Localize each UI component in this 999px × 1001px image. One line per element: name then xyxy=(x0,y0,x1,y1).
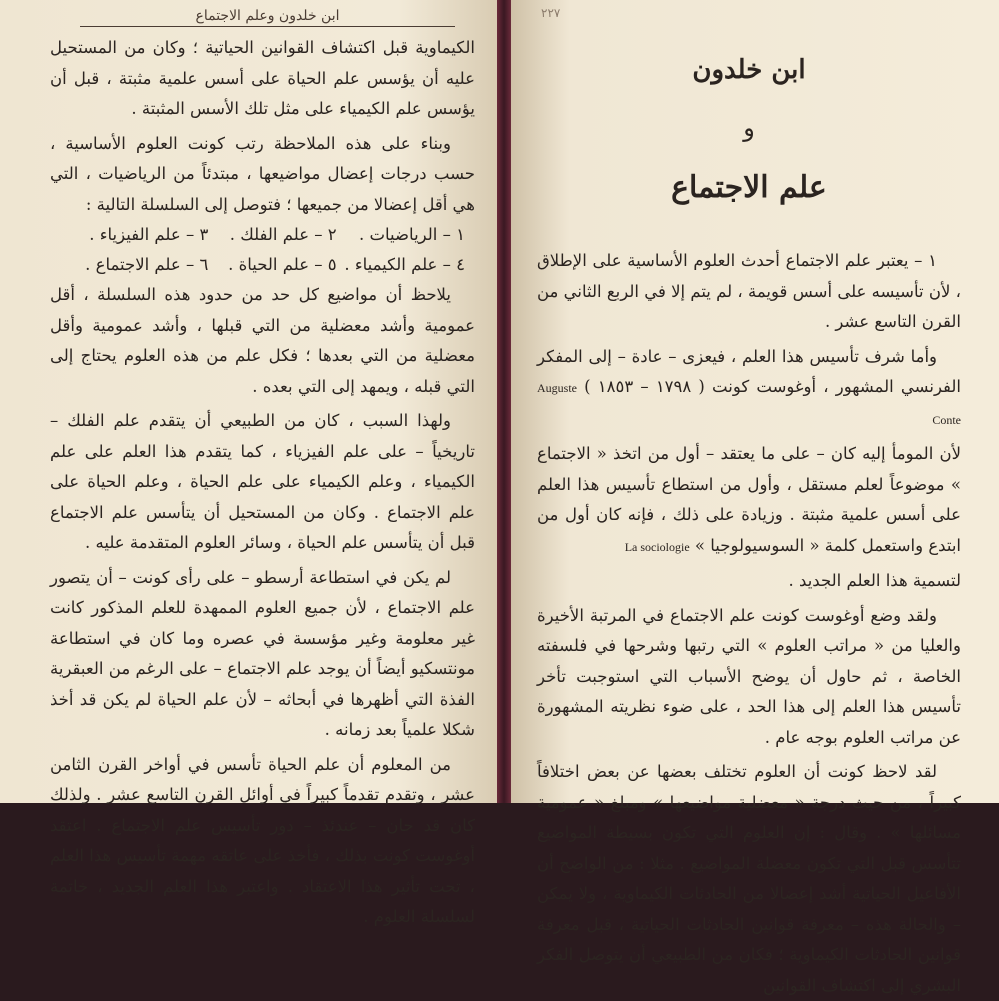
page-number: ٢٢٧ xyxy=(541,6,561,20)
series-item: ٢ – علم الفلك . xyxy=(229,225,337,244)
paragraph: ولهذا السبب ، كان من الطبيعي أن يتقدم علم الفلك – تاريخياً – على علم الفيزياء ، كما يتقدم هذا العلم على علم الكيمياء ، وعلم الكيمياء على علم الحياة ، وعلم الحياة على علم الاجتماع . وكان من المستحيل أن يتأسس علم الاجتماع قبل أن يتأسس علم الحياة ، وسائر العلوم المتقدمة عليه . xyxy=(50,411,475,552)
paragraph: وبناء على هذه الملاحظة رتب كونت العلوم الأساسية ، حسب درجات إعضال مواضيعها ، مبتدئاً من الرياضيات ، التي هي أقل إعضالا من جميعها ؛ فتوصل إلى السلسلة التالية : xyxy=(50,133,475,214)
title-line: و xyxy=(743,114,755,142)
paragraph-text: وأما شرف تأسيس هذا العلم ، فيعزى – عادة – إلى المفكر الفرنسي المشهور ، أوغوست كونت ( ١٧٩٨ – ١٨٥٣ ) xyxy=(537,346,962,396)
paragraph: لتسمية هذا العلم الجديد . xyxy=(788,571,961,590)
paragraph: لقد لاحظ كونت أن العلوم تختلف بعضها عن بعض اختلافاً كبيراً ، من حيث درجة « معضلية مواضيعها » ومبلغ « عمومية مسائلها » . وقال : إن العلوم التي تكون بسيطة المواضيع تتأسس قبل التي تكون معضلة المواضيع . مثلا : من الواضح أن الأفاعيل الحياتية أشد إعضالا من الحادثات الكيماوية ، ولا يمكن – والحالة هذه – معرفة قوانين الحادثات الحياتية ، قبل معرفة قوانين الحادثات الكيماوية ؛ فكان من الطبيعي أن يتوصل الفكر البشري إلى اكتشاف القوانين xyxy=(537,762,961,995)
series-item: ٣ – علم الفيزياء . xyxy=(89,225,209,244)
paragraph: يلاحظ أن مواضيع كل حد من حدود هذه السلسلة ، أقل عمومية وأشد معضلية من التي قبلها ، وأشد عمومية وأقل معضلية من التي بعدها ؛ فكل علم من هذه العلوم يحتاج إلى التي قبله ، ويمهد إلى التي بعده . xyxy=(50,285,475,396)
paragraph: ولقد وضع أوغوست كونت علم الاجتماع في المرتبة الأخيرة والعليا من « مراتب العلوم » التي رتبها وشرحها في فلسفته الخاصة ، ثم حاول أن يوضح الأسباب التي استوجبت تأخر تأسيس هذا العلم إلى هذا الحد ، على ضوء نظريته المشهورة عن مراتب العلوم بوجه عام . xyxy=(537,605,961,747)
paragraph xyxy=(537,439,961,562)
running-header: ابن خلدون وعلم الاجتماع xyxy=(80,8,455,27)
series-item: ٥ – علم الحياة . xyxy=(228,255,337,274)
series-item: ١ – الرياضيات . xyxy=(359,225,465,244)
paragraph xyxy=(537,342,961,436)
title-line: علم الاجتماع xyxy=(671,170,827,205)
paragraph: لم يكن في استطاعة أرسطو – على رأى كونت – أن يتصور علم الاجتماع ، لأن جميع العلوم الممهدة للعلم المذكور كانت غير معلومة وغير مؤسسة في عصره وما كان في استطاعة مونتسكيو أيضاً أن يوجد علم الاجتماع – على الرغم من العبقرية الفذة التي أظهرها في أبحاثه – لأن علم الحياة لم يكن قد أخذ شكلا علمياً بعد زمانه . xyxy=(50,567,475,739)
paragraph: ١ – يعتبر علم الاجتماع أحدث العلوم الأساسية على الإطلاق ، لأن تأسيسه على أسس قويمة ، لم يتم إلا في الربع الثاني من القرن التاسع عشر . xyxy=(537,251,961,331)
latin-term: La sociologie xyxy=(624,539,690,554)
book-gutter xyxy=(497,0,511,803)
paragraph: الكيماوية قبل اكتشاف القوانين الحياتية ؛ وكان من المستحيل عليه أن يؤسس علم الحياة على أسس علمية مثبتة ، قبل أن يؤسس علم الكيمياء على مثل تلك الأسس المثبتة . xyxy=(50,38,475,118)
latin-name: Auguste Conte xyxy=(537,381,961,427)
paragraph-text: لأن المومأ إليه كان – على ما يعتقد – أول من اتخذ « الاجتماع » موضوعاً لعلم مستقل ، وأول من استطاع تأسيس هذا العلم على أسس علمية مثبتة . وزيادة على ذلك ، فإنه كان أول من ابتدع واستعمل كلمة « السوسيولوجيا » xyxy=(537,444,961,555)
science-series xyxy=(80,220,465,280)
chapter-title xyxy=(537,50,961,210)
paragraph: من المعلوم أن علم الحياة تأسس في أواخر القرن الثامن عشر ، وتقدم تقدماً كبيراً في أوائل القرن التاسع عشر . ولذلك كان قد حان – عندئذ – دور تأسيس علم الاجتماع . اعتقد أوغوست كونت بذلك ، فأخذ على عاتقه مهمة تأسيس هذا العلم ، تحت تأثير هذا الاعتقاد . واعتبر هذا العلم الجديد ، خاتمة لسلسلة العلوم . xyxy=(50,754,475,926)
series-item: ٤ – علم الكيمياء . xyxy=(344,255,465,274)
series-item: ٦ – علم الاجتماع . xyxy=(85,255,209,274)
left-page xyxy=(0,0,497,926)
right-page xyxy=(511,0,999,995)
title-line: ابن خلدون xyxy=(692,55,806,85)
